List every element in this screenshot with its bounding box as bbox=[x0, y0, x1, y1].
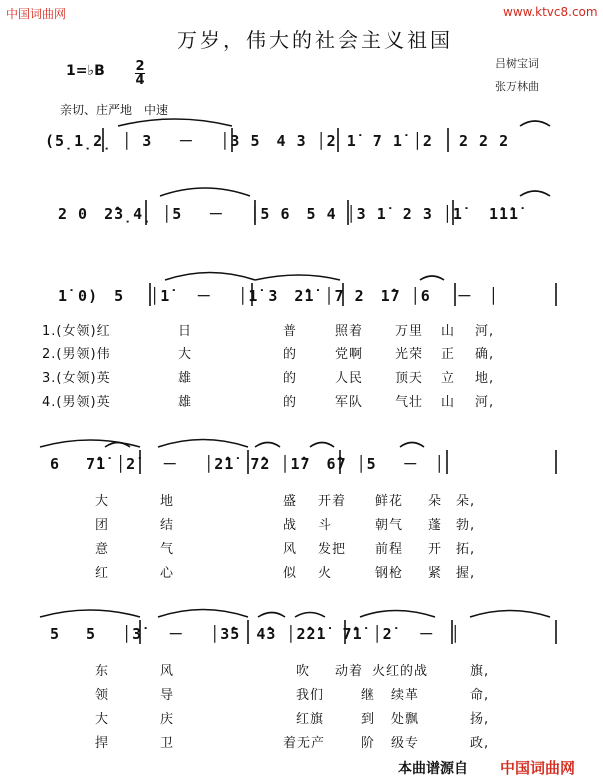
lyric-word: 勃, bbox=[456, 518, 476, 533]
lyric-word: 大 bbox=[178, 347, 193, 362]
lyric-word: 战 bbox=[283, 518, 298, 533]
lyric-word: 大 bbox=[95, 494, 110, 509]
lyric-word: 命, bbox=[470, 688, 490, 703]
lyric-word: 党啊 bbox=[335, 347, 364, 362]
lyric-word: 光荣 bbox=[395, 347, 424, 362]
lyric-word: 意 bbox=[95, 542, 110, 557]
lyric-word: 续革 bbox=[391, 688, 420, 703]
lyric-word: 山 bbox=[441, 324, 456, 339]
lyric-word: 斗 bbox=[318, 518, 333, 533]
lyric-row: 4.(男领)英 bbox=[42, 395, 111, 410]
staff-line-5: 5 5 │3̇ － │3̂5 4̂3 │2̂2̇1̇ 7̂1̇ │2̇ － │ bbox=[50, 625, 461, 643]
lyric-word: 的 bbox=[283, 371, 298, 386]
key-signature: 1=♭B bbox=[66, 63, 105, 79]
lyric-word: 扬, bbox=[470, 712, 490, 727]
lyric-word: 钢枪 bbox=[375, 566, 404, 581]
lyric-word: 团 bbox=[95, 518, 110, 533]
lyric-word: 处飘 bbox=[391, 712, 420, 727]
lyric-word: 雄 bbox=[178, 371, 193, 386]
staff-line-3: 1̇ 0) 5 │1̇ － │1̇ 3 2̂1̇ │7 2 1̂7 │6 － │ bbox=[58, 287, 499, 305]
lyric-word: 河, bbox=[475, 395, 495, 410]
lyric-word: 我们 bbox=[296, 688, 325, 703]
lyric-word: 气壮 bbox=[395, 395, 424, 410]
lyric-word: 发把 bbox=[318, 542, 347, 557]
lyric-word: 的 bbox=[283, 395, 298, 410]
lyric-word: 拓, bbox=[456, 542, 476, 557]
lyric-word: 正 bbox=[441, 347, 456, 362]
lyric-word: 结 bbox=[160, 518, 175, 533]
lyric-word: 前程 bbox=[375, 542, 404, 557]
lyric-word: 火 bbox=[318, 566, 333, 581]
lyric-word: 级专 bbox=[391, 736, 420, 751]
lyric-word: 握, bbox=[456, 566, 476, 581]
lyric-word: 开 bbox=[428, 542, 443, 557]
lyric-word: 卫 bbox=[160, 736, 175, 751]
lyric-word: 着无产 bbox=[283, 736, 326, 751]
lyric-word: 到 bbox=[361, 712, 376, 727]
lyric-word: 东 bbox=[95, 664, 110, 679]
source-site-name: 中国词曲网 bbox=[500, 759, 576, 777]
lyric-row: 2.(男领)伟 bbox=[42, 347, 111, 362]
lyric-word: 气 bbox=[160, 542, 175, 557]
lyric-word: 照着 bbox=[335, 324, 364, 339]
lyric-word: 动着 bbox=[335, 664, 364, 679]
lyric-word: 朵, bbox=[456, 494, 476, 509]
lyric-row: 1.(女领)红 bbox=[42, 324, 111, 339]
composer-credit: 张万林曲 bbox=[495, 80, 539, 93]
staff-line-2: 2 0 2̂3̣4̣ │5 － │5 6 5 4 │3 1̇ 2 3 │1̇ 1̇1̇1̇ bbox=[58, 205, 520, 223]
staff-line-1: (5̣1̣2̣ │ 3 － │3 5 4 3 │2 1̇ 7 1̇ │2 2 2 2 bbox=[45, 132, 510, 150]
song-title: 万岁，伟大的社会主义祖国 bbox=[177, 28, 453, 52]
watermark-site-name: 中国词曲网 bbox=[6, 7, 67, 21]
lyric-word: 火红的战 bbox=[372, 664, 429, 679]
source-label: 本曲谱源自 bbox=[398, 761, 468, 777]
time-signature-top: 2 bbox=[135, 59, 145, 74]
lyric-word: 雄 bbox=[178, 395, 193, 410]
lyric-word: 旗, bbox=[470, 664, 490, 679]
lyric-word: 庆 bbox=[160, 712, 175, 727]
lyric-word: 地 bbox=[160, 494, 175, 509]
lyric-word: 继 bbox=[361, 688, 376, 703]
lyric-word: 红 bbox=[95, 566, 110, 581]
lyric-word: 蓬 bbox=[428, 518, 443, 533]
lyric-row: 3.(女领)英 bbox=[42, 371, 111, 386]
lyric-word: 朝气 bbox=[375, 518, 404, 533]
lyric-word: 河, bbox=[475, 324, 495, 339]
lyric-word: 阶 bbox=[361, 736, 376, 751]
lyric-word: 政, bbox=[470, 736, 490, 751]
lyric-word: 风 bbox=[283, 542, 298, 557]
lyric-word: 地, bbox=[475, 371, 495, 386]
lyric-word: 盛 bbox=[283, 494, 298, 509]
staff-line-4: 6 7̂1̇ │2̇ － │2̂1̇ 7̂2 │1̂7 6̂7 │5 － │ bbox=[50, 455, 445, 473]
lyric-word: 日 bbox=[178, 324, 193, 339]
time-signature-bottom: 4 bbox=[135, 73, 145, 88]
lyric-word: 朵 bbox=[428, 494, 443, 509]
watermark-site-url: www.ktvc8.com bbox=[503, 5, 598, 19]
lyric-word: 捍 bbox=[95, 736, 110, 751]
lyric-word: 紧 bbox=[428, 566, 443, 581]
lyric-word: 导 bbox=[160, 688, 175, 703]
lyric-word: 的 bbox=[283, 347, 298, 362]
lyric-word: 开着 bbox=[318, 494, 347, 509]
lyric-word: 心 bbox=[160, 566, 175, 581]
lyricist-credit: 吕树宝词 bbox=[495, 57, 539, 70]
lyric-word: 吹 bbox=[296, 664, 311, 679]
lyric-word: 人民 bbox=[335, 371, 364, 386]
lyric-word: 红旗 bbox=[296, 712, 325, 727]
lyric-word: 立 bbox=[441, 371, 456, 386]
lyric-word: 大 bbox=[95, 712, 110, 727]
lyric-word: 万里 bbox=[395, 324, 424, 339]
lyric-word: 山 bbox=[441, 395, 456, 410]
lyric-word: 领 bbox=[95, 688, 110, 703]
lyric-word: 确, bbox=[475, 347, 495, 362]
lyric-word: 普 bbox=[283, 324, 298, 339]
lyric-word: 似 bbox=[283, 566, 298, 581]
lyric-word: 顶天 bbox=[395, 371, 424, 386]
lyric-word: 鲜花 bbox=[375, 494, 404, 509]
lyric-word: 军队 bbox=[335, 395, 364, 410]
tempo-marking: 亲切、庄严地 中速 bbox=[60, 103, 169, 117]
lyric-word: 风 bbox=[160, 664, 175, 679]
